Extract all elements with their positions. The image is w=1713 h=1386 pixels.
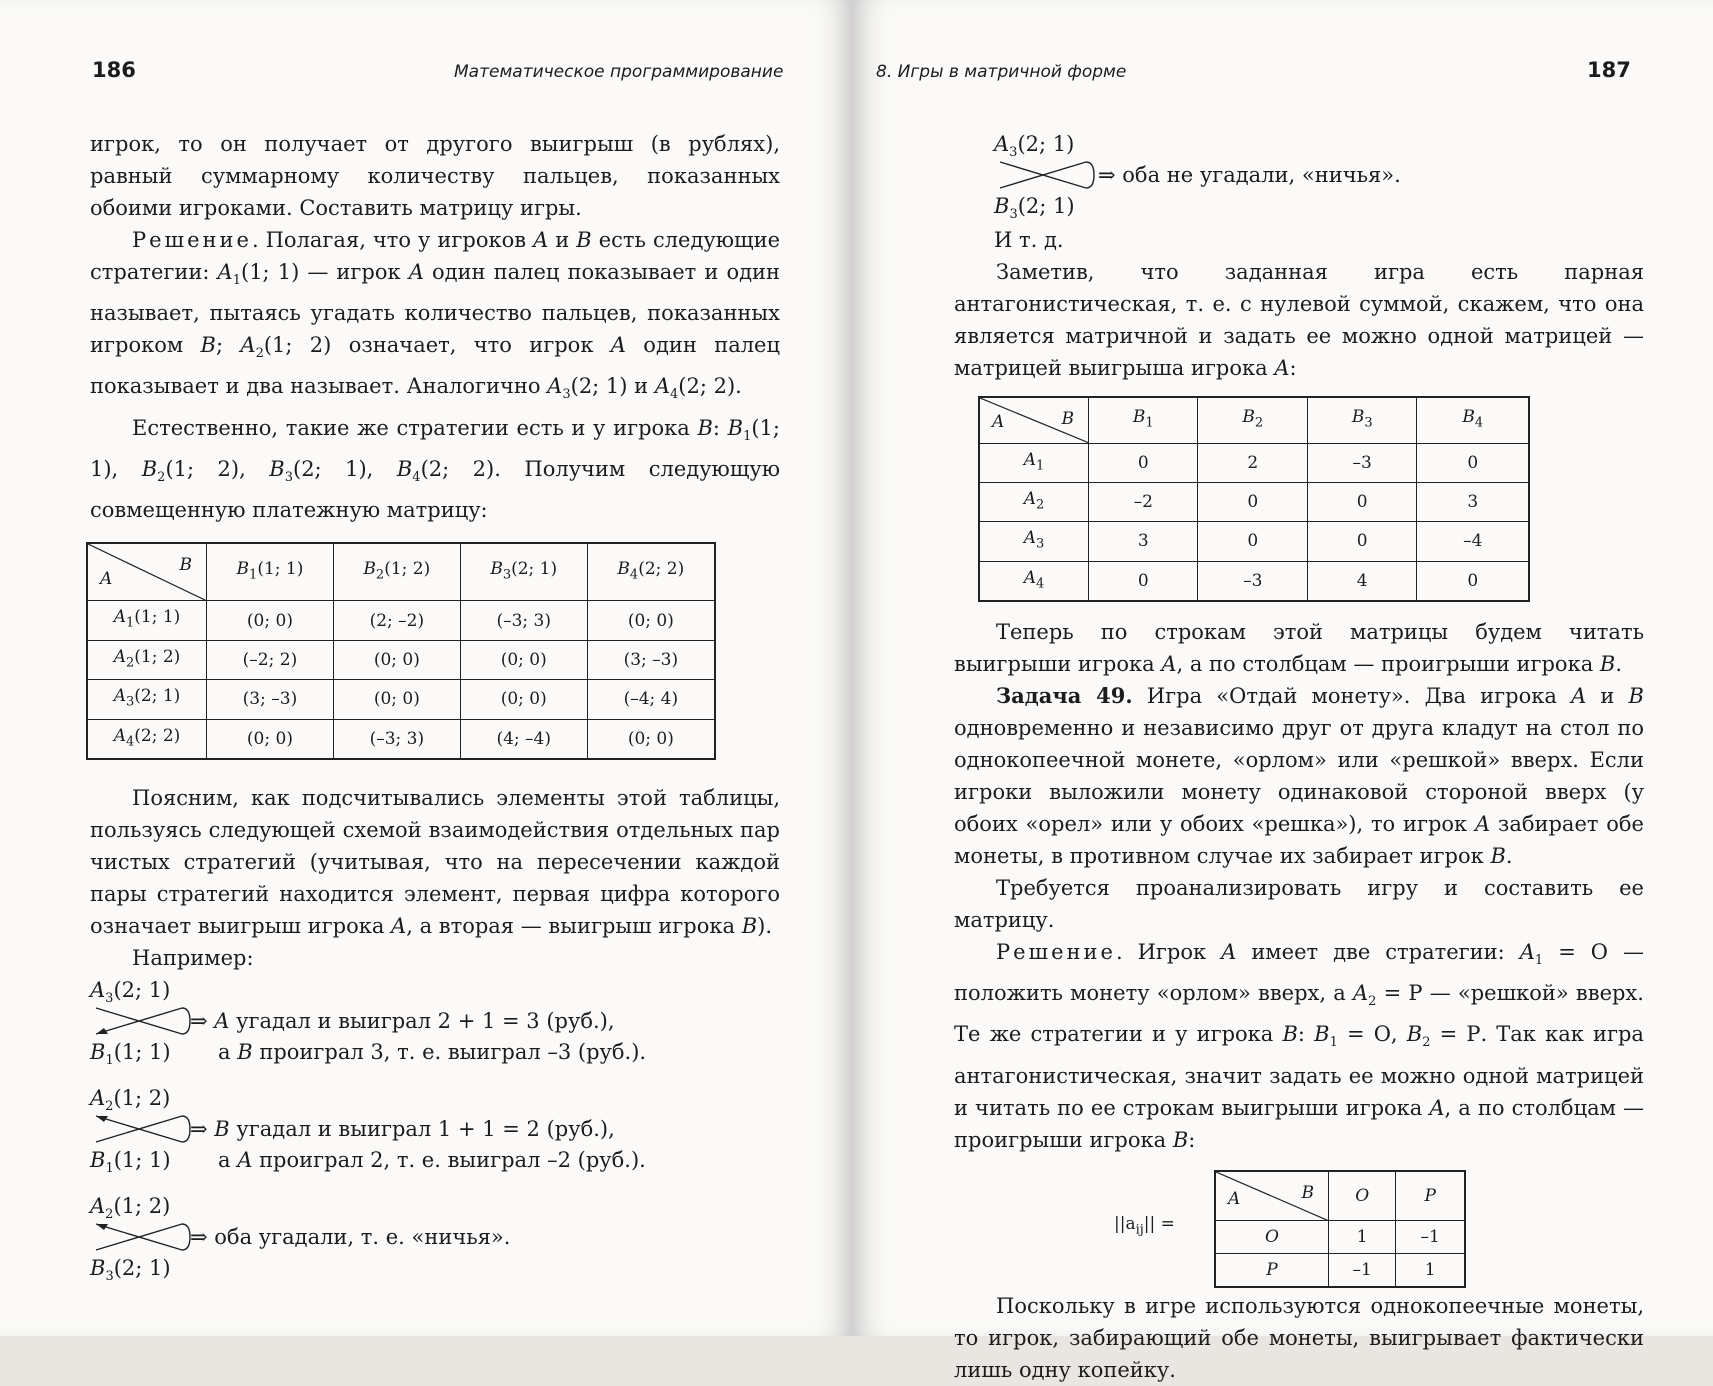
table-row [979, 482, 1529, 521]
column-header: $B_3(2$; 1) [460, 543, 587, 601]
table-cell: –4 [1417, 522, 1529, 561]
table-cell: 0 [1198, 522, 1307, 561]
table-cell: 1 [1396, 1254, 1465, 1288]
left-column [90, 128, 780, 1286]
paragraph: игрок, то он получает от другого выигрыш (в рублях), равный суммарному количеству пальцев, показанных обоими игроками. Составить матрицу игры. [90, 132, 780, 220]
paragraph: Теперь по строкам этой матрицы будем читать выигрыши игрока A, а по столбцам — проигрыши игрока B. [954, 620, 1644, 677]
table-cell: 2 [1198, 443, 1307, 482]
table-cell: (0; 0) [207, 601, 334, 640]
row-header: $A_4$ [979, 561, 1089, 601]
table-row [87, 719, 715, 759]
table-cell: (3; –3) [587, 640, 715, 679]
row-header: Р [1215, 1254, 1329, 1288]
table-row [979, 522, 1529, 561]
column-header: $B_2$ [1198, 397, 1307, 443]
table-cell: 4 [1307, 561, 1416, 601]
table-cell: (2; –2) [333, 601, 460, 640]
table-cell: (–3; 3) [333, 719, 460, 759]
row-header: $A_1(1$; 1) [87, 601, 207, 640]
row-header: $A_1$ [979, 443, 1089, 482]
coin-matrix-table [1214, 1170, 1466, 1289]
table-row [87, 680, 715, 719]
paragraph: Естественно, такие же стратегии есть и у игрока B: $B_1(1$; 1), $B_2(1$; 2), $B_3(2$; 1), $B_4(2$; 2). Получим следующую совмещенную платежную матрицу: [90, 415, 781, 522]
table-cell: 3 [1089, 522, 1198, 561]
table-cell: (0; 0) [207, 719, 334, 759]
row-header: $A_2(1$; 2) [87, 640, 207, 679]
strategy-scheme: $A_2(1$; 2) ⇒ B угадал и выиграл 1 + 1 = 2 (руб.), $B_1(1$; 1) а A проиграл 2, т. е. выиграл –2 (руб.). [90, 1086, 646, 1177]
column-header: $B_4$ [1417, 397, 1529, 443]
paragraph-solution: Решение. Игрок A имеет две стратегии: $A_1 = О$ — положить монету «орлом» вверх, а $A_2 = Р$ — «решкой» вверх. Те же стратегии и у игрока B: $B_1 = О$, $B_2 = Р$. Так как игра антагонистическая, значит задать ее можно одной матрицей и читать по ее строкам выигрыши игрока A, а по столбцам — проигрыши игрока B: [954, 940, 1644, 1152]
table-cell: 0 [1198, 482, 1307, 521]
table-cell: (0; 0) [587, 719, 715, 759]
column-header: $B_2(1$; 2) [333, 543, 460, 601]
row-header: $A_2$ [979, 482, 1089, 521]
paragraph-task: Задача 49. Игра «Отдай монету». Два игрока A и B одновременно и независимо друг от друга кладут на стол по однокопеечной монете, «орлом» или «решкой» вверх. Если игроки выложили монету одинаковой стороной вверх (у обоих «орел» или у обоих «решка»), то игрок A забирает обе монеты, в противном случае их забирает игрок B. [954, 683, 1644, 869]
table-cell: –1 [1396, 1221, 1465, 1254]
table-cell: 1 [1329, 1221, 1396, 1254]
row-header: $A_3(2$; 1) [87, 680, 207, 719]
table-corner: B A [87, 543, 207, 601]
right-column [954, 128, 1644, 1386]
coin-matrix-block [954, 1170, 1644, 1290]
table-row [87, 640, 715, 679]
table-row [1215, 1221, 1465, 1254]
table-cell: (3; –3) [207, 680, 334, 719]
column-header: О [1329, 1171, 1396, 1221]
payoff-matrix-table [86, 542, 716, 760]
table-row [979, 561, 1529, 601]
table-row [87, 601, 715, 640]
table-cell: 0 [1417, 443, 1529, 482]
table-cell: 0 [1307, 482, 1416, 521]
table-corner: B A [979, 397, 1089, 443]
running-head: Математическое программирование [454, 62, 784, 82]
table-cell: (4; –4) [460, 719, 587, 759]
paragraph: Поясним, как подсчитывались элементы этой таблицы, пользуясь следующей схемой взаимодействия отдельных пар чистых стратегий (учитывая, что на пересечении каждой пары стратегий находится элемент, первая цифра которого означает выигрыш игрока A, а вторая — выигрыш игрока B). [90, 786, 780, 938]
row-header: О [1215, 1221, 1329, 1254]
table-cell: (0; 0) [587, 601, 715, 640]
strategy-schemes [90, 974, 780, 1286]
table-cell: (0; 0) [460, 640, 587, 679]
table-cell: 0 [1089, 561, 1198, 601]
table-row [1215, 1254, 1465, 1288]
table-cell: (–2; 2) [207, 640, 334, 679]
table-cell: –3 [1307, 443, 1416, 482]
table-row [979, 443, 1529, 482]
matrix-table-a [978, 396, 1530, 602]
example-label: Например: [132, 946, 254, 970]
table-cell: –3 [1198, 561, 1307, 601]
table-corner: B A [1215, 1171, 1329, 1221]
running-head: 8. Игры в матричной форме [876, 62, 1127, 82]
table-cell: –2 [1089, 482, 1198, 521]
strategy-scheme: $A_3(2$; 1) ⇒ оба не угадали, «ничья». $B_3(2$; 1) [994, 132, 1401, 223]
column-header: Р [1396, 1171, 1465, 1221]
paragraph: Поскольку в игре используются однокопеечные монеты, то игрок, забирающий обе монеты, выигрывает фактически лишь одну копейку. [954, 1293, 1644, 1382]
paragraph: Заметив, что заданная игра есть парная антагонистическая, т. е. с нулевой суммой, скажем, что она является матричной и задать ее можно одной матрицей — матрицей выигрыша игрока A: [954, 260, 1644, 380]
column-header: $B_3$ [1307, 397, 1416, 443]
paragraph-solution: Решение. Полагая, что у игроков A и B есть следующие стратегии: $A_1(1$; 1) — игрок A один палец показывает и один называет, пытаясь угадать количество пальцев, показанных игроком B; $A_2(1$; 2) означает, что игрок A один палец показывает и два называет. Аналогично $A_3(2$; 1) и $A_4(2$; 2). [90, 228, 781, 403]
matrix-label: $||a_{ij}||$ = [1114, 1213, 1175, 1238]
table-cell: 0 [1089, 443, 1198, 482]
table-cell: (0; 0) [460, 680, 587, 719]
strategy-scheme: $A_3(2$; 1) ⇒ A угадал и выиграл 2 + 1 = 3 (руб.), $B_1(1$; 1) а B проиграл 3, т. е. выиграл –3 (руб.). [90, 978, 647, 1069]
strategy-scheme: $A_2(1$; 2) ⇒ оба угадали, т. е. «ничья». $B_3(2$; 1) [90, 1194, 511, 1285]
table-cell: (0; 0) [333, 640, 460, 679]
table-cell: 3 [1417, 482, 1529, 521]
table-cell: (0; 0) [333, 680, 460, 719]
right-page [852, 0, 1713, 1382]
table-cell: (–4; 4) [587, 680, 715, 719]
etc-text: И т. д. [994, 228, 1064, 252]
table-cell: –1 [1329, 1254, 1396, 1288]
paragraph: Требуется проанализировать игру и составить ее матрицу. [954, 876, 1644, 933]
table-cell: (–3; 3) [460, 601, 587, 640]
table-cell: 0 [1307, 522, 1416, 561]
left-page [0, 0, 852, 1336]
row-header: $A_3$ [979, 522, 1089, 561]
column-header: $B_4(2$; 2) [587, 543, 715, 601]
page-number: 187 [1587, 58, 1631, 82]
column-header: $B_1$ [1089, 397, 1198, 443]
table-cell: 0 [1417, 561, 1529, 601]
column-header: $B_1(1$; 1) [207, 543, 334, 601]
page-number: 186 [92, 58, 136, 82]
row-header: $A_4(2$; 2) [87, 719, 207, 759]
